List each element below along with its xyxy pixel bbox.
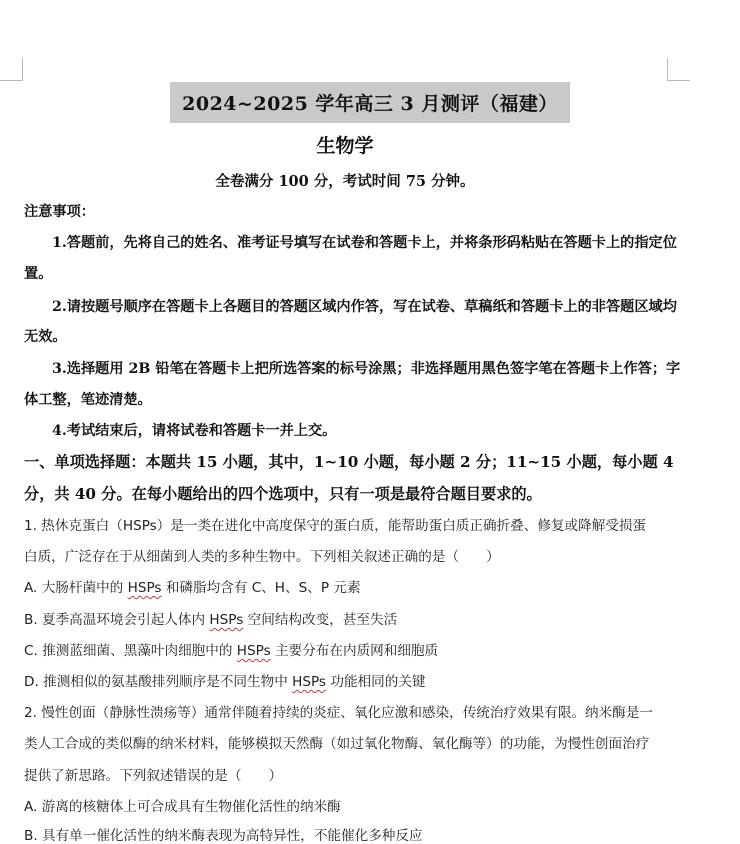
q1-option-a-text-1: A. 大肠杆菌中的	[24, 580, 128, 596]
q2-option-b-clipped	[24, 824, 524, 844]
q1-option-d-term: HSPs	[292, 674, 327, 690]
q1-option-d	[24, 670, 426, 690]
exam-title: 2024~2025 学年高三 3 月测评（福建）	[170, 82, 570, 123]
q1-option-a-text-2: 和磷脂均含有 C、H、S、P 元素	[161, 580, 361, 596]
q1-option-b-text-1: B. 夏季高温环境会引起人体内	[24, 612, 210, 628]
note-item-3-line-1: 3.选择题用 2B 铅笔在答题卡上把所选答案的标号涂黑；非选择题用黑色签字笔在答题卡上作答；字	[52, 361, 681, 377]
q1-stem-line-1: 1. 热休克蛋白（HSPs）是一类在进化中高度保守的蛋白质，能帮助蛋白质正确折叠、修复或降解受损蛋	[24, 518, 647, 534]
section-1-heading-line-1: 一、单项选择题：本题共 15 小题，其中，1~10 小题，每小题 2 分；11~15 小题，每小题 4	[24, 453, 674, 471]
title-wrap	[0, 82, 740, 123]
q1-option-c-text-1: C. 推测蓝细菌、黑藻叶肉细胞中的	[24, 643, 237, 659]
q1-option-b-term: HSPs	[209, 612, 244, 628]
q1-option-b-text-2: 空间结构改变，甚至失活	[243, 612, 398, 628]
q2-stem-line-1: 2. 慢性创面（静脉性溃疡等）通常伴随着持续的炎症、氧化应激和感染，传统治疗效果有限。纳米酶是一	[24, 705, 654, 721]
q1-option-b	[24, 608, 397, 628]
q2-option-b-partial: B. 具有单一催化活性的纳米酶表现为高特异性，不能催化多种反应	[24, 828, 423, 844]
q1-option-d-text-2: 功能相同的关键	[326, 674, 426, 690]
q2-stem-line-3: 提供了新思路。下列叙述错误的是（ ）	[24, 768, 283, 784]
note-item-4: 4.考试结束后，请将试卷和答题卡一并上交。	[52, 423, 337, 439]
note-item-2-line-1: 2.请按题号顺序在答题卡上各题目的答题区域内作答，写在试卷、草稿纸和答题卡上的非答题区域均	[52, 299, 677, 315]
crop-mark-top-left	[0, 58, 23, 81]
q1-option-c-text-2: 主要分布在内质网和细胞质	[270, 643, 439, 659]
note-item-2-line-2: 无效。	[24, 329, 67, 345]
q1-option-c-term: HSPs	[236, 643, 271, 659]
q1-stem-line-2: 白质，广泛存在于从细菌到人类的多种生物中。下列相关叙述正确的是（ ）	[24, 549, 500, 565]
q1-option-a	[24, 576, 361, 596]
note-item-3-line-2: 体工整，笔迹清楚。	[24, 392, 152, 408]
score-line: 全卷满分 100 分，考试时间 75 分钟。	[215, 173, 475, 190]
note-item-1-line-2: 置。	[24, 266, 53, 282]
crop-mark-top-right	[667, 58, 690, 81]
q1-option-c	[24, 639, 438, 659]
q2-stem-line-2: 类人工合成的类似酶的纳米材料，能够模拟天然酶（如过氧化物酶、氧化酶等）的功能，为慢性创面治疗	[24, 736, 650, 752]
section-1-heading-line-2: 分，共 40 分。在每小题给出的四个选项中，只有一项是最符合题目要求的。	[24, 485, 542, 503]
q1-option-a-term: HSPs	[127, 580, 162, 596]
note-item-1-line-1: 1.答题前，先将自己的姓名、准考证号填写在试卷和答题卡上，并将条形码粘贴在答题卡上的指定位	[52, 235, 677, 251]
q2-option-a: A. 游离的核糖体上可合成具有生物催化活性的纳米酶	[24, 799, 341, 815]
q1-option-d-text-1: D. 推测相似的氨基酸排列顺序是不同生物中	[24, 674, 293, 690]
notes-heading: 注意事项：	[24, 204, 95, 220]
subject-title: 生物学	[316, 135, 374, 157]
